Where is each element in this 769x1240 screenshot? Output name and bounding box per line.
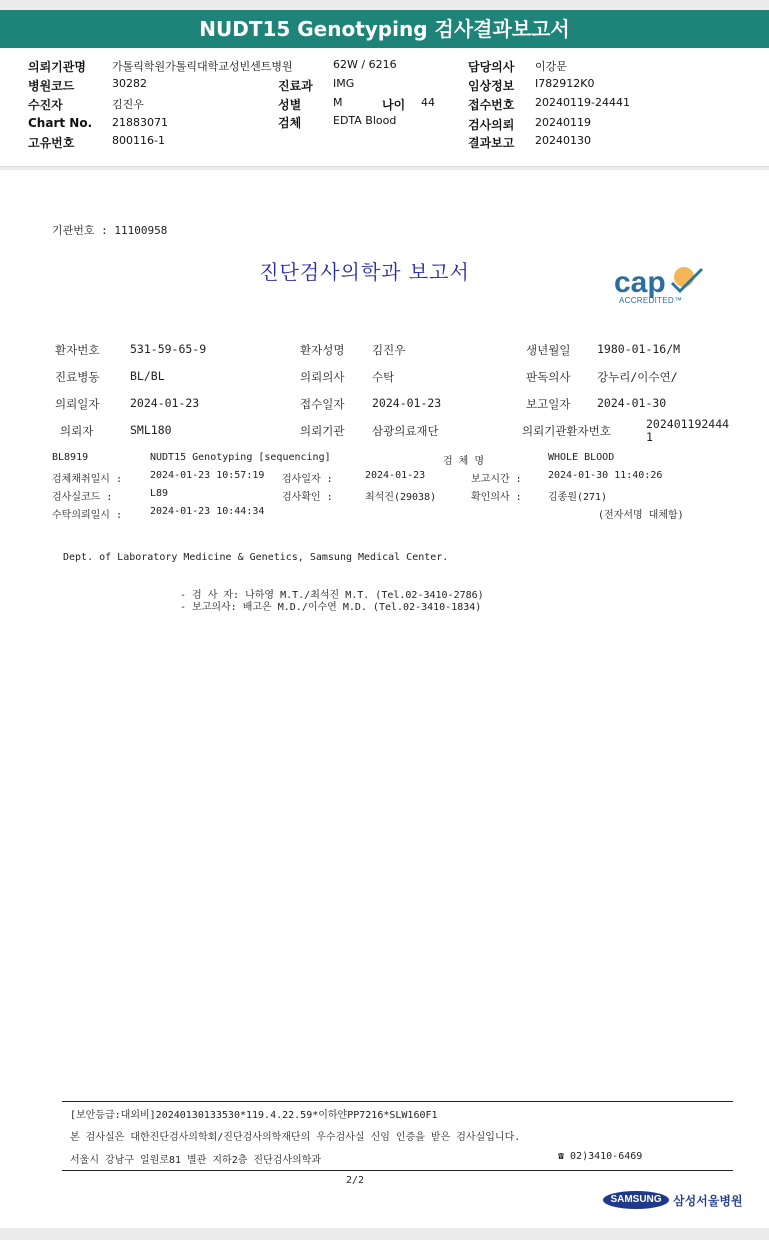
grid-label: 환자번호 [55, 343, 100, 357]
grid-value-continued: 1 [646, 430, 653, 444]
field-value: 44 [421, 96, 435, 109]
field-label: 접수번호 [468, 98, 515, 112]
doctor-label: 확인의사 : [471, 492, 522, 503]
dept-line: Dept. of Laboratory Medicine & Genetics, Samsung Medical Center. [63, 552, 449, 563]
collect-label: 검체채취일시 : [52, 474, 123, 485]
report-document [0, 170, 769, 1228]
field-label: 결과보고 [468, 136, 515, 150]
doctor-value: 김종원(271) [548, 492, 608, 503]
specimen-value: WHOLE BLOOD [548, 452, 615, 463]
grid-label: 진료병동 [55, 370, 100, 384]
field-value: 21883071 [112, 116, 168, 129]
grid-value: 531-59-65-9 [130, 342, 207, 356]
grid-value: 202401192444 [646, 417, 730, 431]
test-date-label: 검사일자 : [282, 474, 333, 485]
institution-number: 기관번호 : 11100958 [52, 224, 168, 237]
reporter-line: - 보고의사: 배고은 M.D./이수연 M.D. (Tel.02-3410-1834) [180, 602, 482, 613]
field-value: M [333, 96, 343, 109]
samsung-brand: SAMSUNG [603, 1191, 669, 1209]
cap-accredited-text: ACCREDITED™ [619, 296, 683, 305]
grid-value: 2024-01-30 [597, 396, 667, 410]
field-value: 62W / 6216 [333, 58, 397, 71]
field-value: 가톨릭학원가톨릭대학교성빈센트병원 [112, 60, 293, 73]
field-value: IMG [333, 77, 355, 90]
confirm-label: 검사확인 : [282, 492, 333, 503]
cap-logo-text: cap [614, 266, 666, 299]
grid-label: 접수일자 [300, 397, 345, 411]
grid-value: 삼광의료재단 [372, 424, 439, 438]
grid-label: 의뢰기관환자번호 [522, 424, 611, 438]
field-label: 나이 [382, 98, 406, 112]
order-label: 수탁의뢰일시 : [52, 510, 123, 521]
esign-note: (전자서명 대체함) [598, 510, 684, 521]
field-label: 담당의사 [468, 60, 515, 74]
grid-label: 생년월일 [526, 343, 571, 357]
report-time-value: 2024-01-30 11:40:26 [548, 470, 663, 481]
field-value: 20240119 [535, 116, 591, 129]
grid-value: 강누리/이수연/ [597, 370, 678, 384]
grid-label: 환자성명 [300, 343, 345, 357]
security-line: [보안등급:대외비]20240130133530*119.4.22.59*이하얀PP7216*SLW160F1 [70, 1110, 438, 1121]
grid-label: 의뢰일자 [55, 397, 100, 411]
order-value: 2024-01-23 10:44:34 [150, 506, 265, 517]
field-label: 수진자 [28, 98, 63, 112]
field-label: 병원코드 [28, 79, 75, 93]
test-date-value: 2024-01-23 [365, 470, 426, 481]
hospital-name: 삼성서울병원 [673, 1194, 743, 1208]
report-heading: 진단검사의학과 보고서 [259, 260, 470, 284]
report-title: NUDT15 Genotyping 검사결과보고서 [0, 10, 769, 48]
field-label: 진료과 [278, 79, 313, 93]
footer-divider [62, 1101, 733, 1102]
phone-line: ☎ 02)3410-6469 [558, 1151, 643, 1162]
report-header [0, 48, 769, 167]
confirm-value: 최석진(29038) [365, 492, 437, 503]
specimen-label: 검 체 명 [443, 456, 485, 467]
field-label: 검체 [278, 116, 302, 130]
field-label: 성별 [278, 98, 302, 112]
grid-value: 2024-01-23 [372, 396, 442, 410]
grid-value: 2024-01-23 [130, 396, 200, 410]
field-label: 의뢰기관명 [28, 60, 86, 74]
cert-line: 본 검사실은 대한진단검사의학회/진단검사의학재단의 우수검사실 신임 인증을 받은 검사실입니다. [70, 1132, 521, 1143]
tester-line: - 검 사 자: 나하영 M.T./최석진 M.T. (Tel.02-3410-2786) [180, 590, 484, 601]
grid-label: 판독의사 [526, 370, 571, 384]
grid-value: BL/BL [130, 369, 165, 383]
grid-label: 보고일자 [526, 397, 571, 411]
test-name: NUDT15 Genotyping [sequencing] [150, 452, 331, 463]
grid-value: 1980-01-16/M [597, 342, 681, 356]
field-value: 800116-1 [112, 134, 165, 147]
cap-accredited-logo [610, 263, 720, 313]
field-value: 30282 [112, 77, 147, 90]
grid-label: 의뢰의사 [300, 370, 345, 384]
field-value: I782912K0 [535, 77, 595, 90]
field-label: Chart No. [28, 116, 93, 130]
field-value: 20240130 [535, 134, 591, 147]
grid-value: 김진우 [372, 343, 406, 357]
field-value: 김진우 [112, 98, 144, 111]
test-code: BL8919 [52, 452, 89, 463]
room-value: L89 [150, 488, 169, 499]
field-value: 20240119-24441 [535, 96, 630, 109]
field-value: EDTA Blood [333, 114, 397, 127]
grid-value: 수탁 [372, 370, 395, 384]
grid-label: 의뢰자 [60, 424, 94, 438]
address-line: 서울시 강남구 일원로81 별관 지하2층 진단검사의학과 [70, 1155, 322, 1166]
grid-label: 의뢰기관 [300, 424, 345, 438]
room-label: 검사실코드 : [52, 492, 113, 503]
field-label: 고유번호 [28, 136, 75, 150]
grid-value: SML180 [130, 423, 172, 437]
field-label: 임상정보 [468, 79, 515, 93]
field-value: 이강문 [535, 60, 567, 73]
report-time-label: 보고시간 : [471, 474, 522, 485]
field-label: 검사의뢰 [468, 118, 515, 132]
page-number: 2/2 [346, 1175, 365, 1186]
footer-divider [62, 1170, 733, 1171]
collect-value: 2024-01-23 10:57:19 [150, 470, 265, 481]
